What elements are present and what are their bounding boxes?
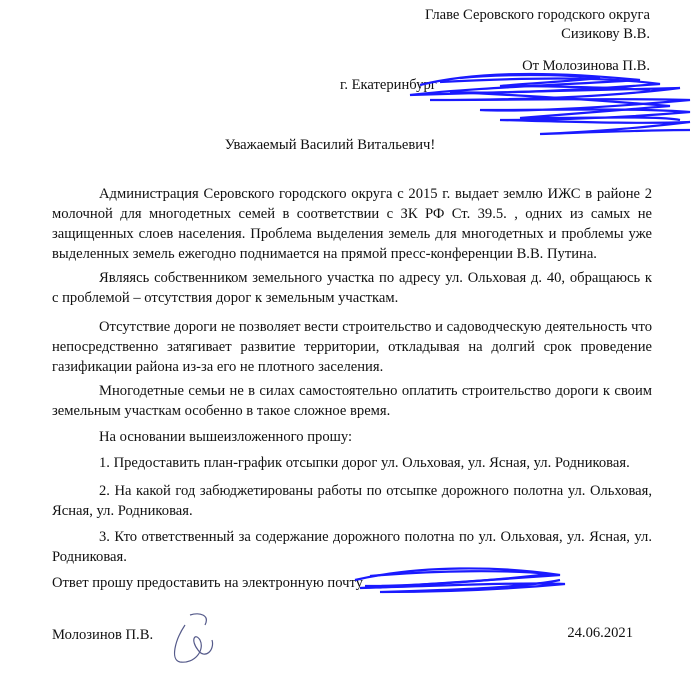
- text-line: Отсутствие дороги не позволяет вести строительство и садоводческую деятельность что: [99, 319, 652, 335]
- sender-city: г. Екатеринбург: [340, 77, 437, 93]
- sender: От Молозинова П.В.: [522, 58, 650, 74]
- request-item-2: 2. На какой год забюджетированы работы по отсыпке дорожного полотна ул. Ольховая,: [99, 483, 652, 499]
- reply-request: Ответ прошу предоставить на электронную почту: [52, 575, 363, 591]
- text-line: с проблемой – отсутствия дорог к земельным участкам.: [52, 290, 399, 306]
- signature-date: 24.06.2021: [567, 625, 633, 641]
- salutation: Уважаемый Василий Витальевич!: [224, 137, 436, 153]
- recipient-line1: Главе Серовского городского округа: [425, 7, 650, 23]
- recipient-line2: Сизикову В.В.: [561, 26, 650, 42]
- text-line: земельным участкам особенно в такое сложное время.: [52, 403, 391, 419]
- request-item-1: 1. Предоставить план-график отсыпки дорог ул. Ольховая, ул. Ясная, ул. Родниковая.: [99, 455, 630, 471]
- text-line: Родниковая.: [52, 549, 127, 565]
- signature-name: Молозинов П.В.: [52, 627, 154, 643]
- text-line: молочной для многодетных семей в соответствии с ЗК РФ Ст. 39.5. , одних из самых не: [52, 206, 652, 222]
- text-line: газификации района из-за его не плотного заселения.: [52, 359, 384, 375]
- text-line: выделенных земель ежегодно поднимается на прямой пресс-конференции В.В. Путина.: [52, 246, 597, 262]
- text-line: защищенных слоев населения. Проблема выделения земель для многодетных и проблемы уже: [52, 226, 652, 242]
- text-line: непосредственно затягивает развитие территории, откладывая на долгий срок проведение: [52, 339, 652, 355]
- address-redaction: [410, 74, 690, 134]
- text-line: Ясная, ул. Родниковая.: [52, 503, 193, 519]
- text-line: На основании вышеизложенного прошу:: [99, 429, 353, 445]
- request-item-3: 3. Кто ответственный за содержание дорожного полотна по ул. Ольховая, ул. Ясная, ул.: [99, 529, 652, 545]
- email-redaction: [355, 568, 565, 592]
- text-line: Являясь собственником земельного участка по адресу ул. Ольховая д. 40, обращаюсь к: [99, 270, 652, 286]
- signature-mark: [175, 614, 213, 662]
- text-line: Многодетные семьи не в силах самостоятельно оплатить строительство дороги к своим: [99, 383, 652, 399]
- text-line: Администрация Серовского городского округа с 2015 г. выдает землю ИЖС в районе 2: [99, 186, 652, 202]
